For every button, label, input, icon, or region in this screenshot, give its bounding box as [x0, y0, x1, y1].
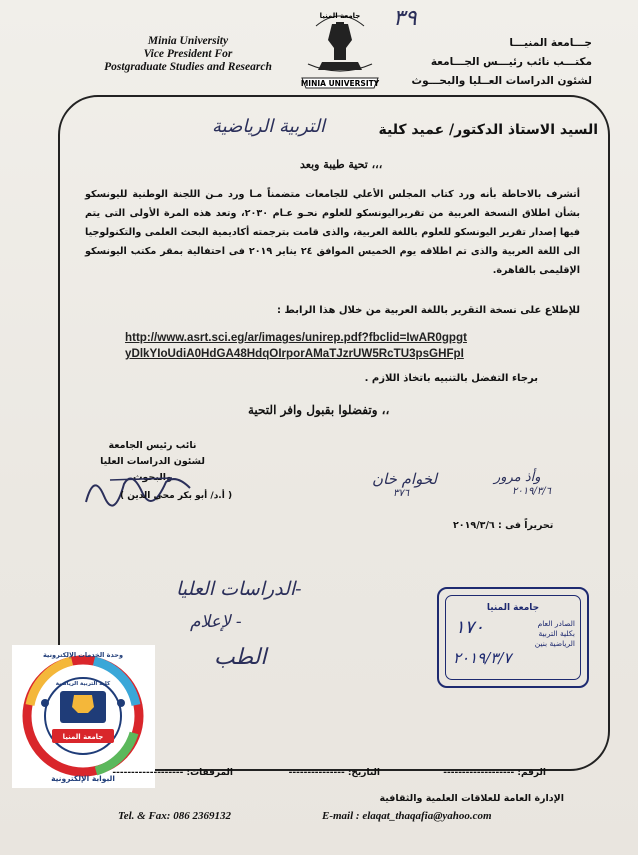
- emblem-bottom-text: البوابة الإلكترونية: [51, 774, 115, 783]
- request-text: برجاء التفضل بالتنبيه باتخاذ اللازم .: [364, 373, 538, 384]
- salutation-label: السيد الاستاذ الدكتور/ عميد كلية: [378, 122, 598, 138]
- salutation-line: [378, 122, 598, 138]
- e-services-emblem: [12, 645, 155, 788]
- handwritten-date-note: وأذ مرور: [494, 470, 541, 485]
- signatory-signature: [80, 462, 200, 512]
- handwritten-small-number: ٣٧٦: [393, 488, 410, 499]
- body-paragraph: أتشرف بالاحاطة بأنه ورد كتاب المجلس الأعلي للجامعات متضمناً مـا ورد مـن اللجنة الوطنية لليونسكو بشأن اطلاق النسخة العربية من تقريراليونسكو للعلوم نحـو عـام ٢٠٣٠، وتعد هذه المرة الأولى التى يتم فيها إصدار تقرير اليونسكو للعلوم باللغة العربية، والذى قامت بترجمته أكاديمية البحث العلمى والتكنولوجيا الى اللغة العربية والذى تم اطلاقه يوم الخميس الموافق ٢٤ يناير ٢٠١٩ فى احتفالية بمقر مكتب اليونسكو الإقليمى بالقاهرة.: [85, 189, 581, 276]
- reference-number-field: [443, 768, 546, 778]
- ar-header-line-1: جـــامعة المنيـــا: [509, 37, 592, 49]
- footer-email: E-mail : elaqat_thaqafia@yahoo.com: [322, 810, 492, 822]
- link-line-1[interactable]: http://www.asrt.sci.eg/ar/images/unirep.pdf?fbclid=IwAR0gpgt: [125, 331, 467, 344]
- signatory-title-line-1: نائب رئيس الجامعة: [108, 440, 197, 451]
- stamp-lines: [535, 619, 575, 649]
- emblem-brand-text: جامعة المنيا: [62, 733, 104, 741]
- handwritten-ref-number: ٣٩: [393, 6, 417, 31]
- stamp-date: ٢٠١٩/٣/٧: [453, 649, 512, 667]
- ar-header-line-2: مكتـــب نائب رئيـــس الجـــامعة: [430, 56, 592, 68]
- stamp-line-2: بكلية التربية: [538, 629, 575, 638]
- link-line-2[interactable]: yDlkYIoUdiA0HdGA48HdqOIrporAMaTJzrUW5RcTU3psGHFpI: [125, 347, 464, 360]
- ref-date-label: التاريخ:: [347, 768, 380, 778]
- handwritten-bottom-signature: الطب: [214, 645, 267, 670]
- ref-number-value: -------------------: [443, 768, 515, 778]
- stamp-line-3: الرياضية بنين: [534, 639, 575, 648]
- handwritten-date-value: ٢٠١٩/٣/٦: [512, 486, 551, 497]
- incoming-stamp: [437, 587, 589, 688]
- en-header-line-2: Vice President For: [143, 48, 233, 60]
- handwritten-note-inform: - لإعلام: [190, 612, 242, 632]
- closing-text: وتفضلوا بقبول وافر التحية ،،: [248, 403, 390, 417]
- ref-number-label: الرقم:: [517, 768, 546, 778]
- greeting: تحية طيبة وبعد ،،،: [300, 158, 383, 171]
- stamp-title: جامعة المنيا: [486, 603, 540, 613]
- dated-line: تحريراً فى : ٢٠١٩/٣/٦: [453, 520, 554, 531]
- handwritten-signature-middle: لخوام خان: [372, 470, 438, 488]
- salutation-handwritten-college: التربية الرياضية: [212, 116, 325, 137]
- signatory-name: ( أ.د/ أبو بكر محي الدين ): [120, 491, 233, 501]
- handwritten-note-postgrad: -الدراسات العليا: [176, 578, 302, 600]
- university-logo: [296, 4, 384, 100]
- emblem-graphic: [12, 645, 155, 788]
- footer-fax: Tel. & Fax: 086 2369132: [118, 810, 231, 822]
- ref-date-value: ---------------: [288, 768, 345, 778]
- ar-header-line-3: لشئون الدراسات العــليا والبحـــوث: [411, 75, 592, 87]
- ref-attach-label: المرفقات:: [186, 768, 233, 778]
- signatory-title-line-2: لشئون الدراسات العليا والبحوث: [100, 456, 205, 483]
- reference-date-field: [289, 768, 380, 778]
- stamp-number: ١٧٠: [455, 617, 485, 638]
- report-link[interactable]: [125, 330, 525, 362]
- en-header-line-1: Minia University: [147, 35, 229, 47]
- en-header-line-3: Postgraduate Studies and Research: [104, 61, 272, 73]
- emblem-ring-text: وحدة الخدمات الإلكترونية: [42, 651, 124, 659]
- logo-arabic-text: جامعة المنيا: [319, 12, 361, 20]
- ref-attach-value: -------------------: [112, 768, 184, 778]
- stamp-line-1: الصادر العام: [537, 619, 575, 628]
- arabic-header: [392, 34, 592, 91]
- emblem-inner-text: كلية التربية الرياضية: [55, 681, 111, 687]
- reference-attachments-field: [112, 768, 233, 778]
- english-header: [88, 35, 288, 74]
- logo-english-text: MINIA UNIVERSITY: [300, 79, 380, 88]
- footer-department: الإدارة العامة للعلاقات العلمية والثقافية: [379, 793, 564, 804]
- link-lead-text: للإطلاع على نسخة التقرير باللغة العربية من خلال هذا الرابط :: [277, 305, 580, 316]
